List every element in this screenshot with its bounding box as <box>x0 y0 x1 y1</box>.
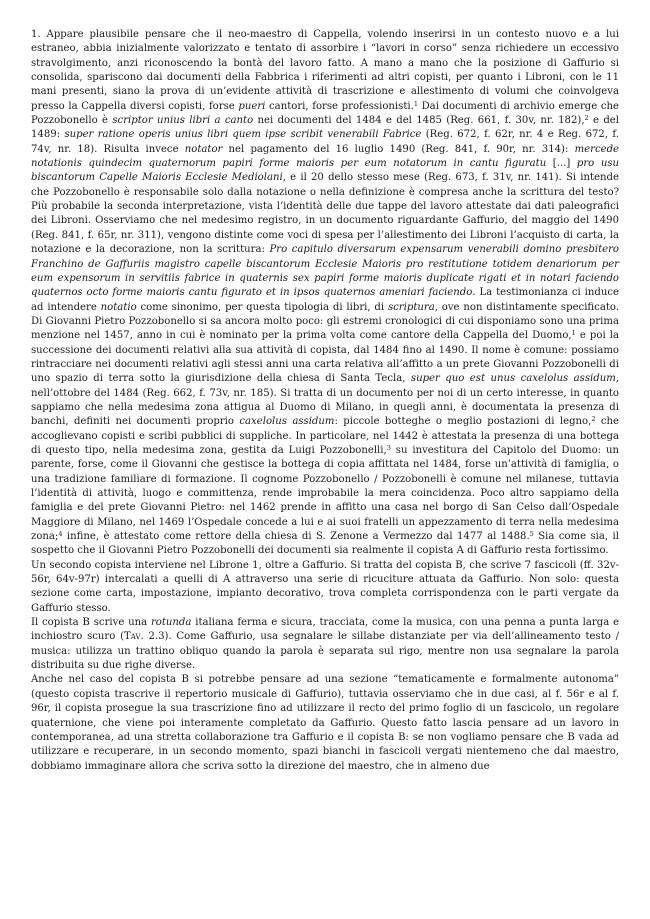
text-run: nel pagamento del 16 luglio 1490 (Reg. 841, f. 90r, nr. 314): <box>222 143 575 155</box>
body-text <box>31 28 619 774</box>
italic-text: pro usu biscantorum Capelle Maioris Ecclesie Mediolani <box>31 158 619 184</box>
footnote-ref: 1 <box>571 329 576 338</box>
text-run: su investitura del Capitolo del Duomo: un parente, forse, come il Giovanni che gestisce la bottega di copia affittata nel 1484, forse un’attività di famiglia, o una tradizione familiare di formazione. Il cognome Pozzobonello / Pozzobonelli è comune nel milanese, tuttavia l’identità di attività, luogo e committenza, rende improbabile la mera coincidenza. Poco altro sappiamo della famiglia e del prete Giovanni Pietro: nel 1462 prende in affitto una casa nel borgo di San Celso dall’Ospedale Maggiore di Milano, nel 1469 l’Ospedale concede a lui e ai suoi fratelli un appezzamento di terra nella medesima zona; <box>31 444 620 543</box>
text-run: Un secondo copista interviene nel Librone 1, oltre a Gaffurio. Si tratta del copista B, che scrive 7 fascicoli (ff. 32v-56r, 64v-97r) intercalati a quelli di A attraverso una serie di ricuciture attuata da Gaffurio. Non solo: questa sezione come carta, impostazione, impianto decorativo, trova completa corrispondenza con le parti vergate da Gaffurio stesso. <box>31 559 619 614</box>
text-run: ). Come Gaffurio, usa segnalare le sillabe distanziate per via dell’allineamento testo / musica: utilizza un trattino obliquo quando la parola è separata sul rigo, mentre non usa segnalare la parola distribuita su due righe diverse. <box>31 631 619 672</box>
footnote-ref: 4 <box>58 530 63 539</box>
text-run: , ove non distintamente specificato. Di Giovanni Pietro Pozzobonello si sa ancora molto poco: gli estremi cronologici di cui disponiamo sono una prima menzione nel 1457, anno in cui è nominato per la prima volta come cantore della Cappella del Duomo, <box>31 301 619 342</box>
paragraph-copista-b-collaboration <box>31 673 619 773</box>
paragraph-copista-b-script <box>31 616 619 673</box>
text-run: cantori, forse professionisti. <box>265 100 414 112</box>
text-run: nei documenti del 1484 e del 1485 (Reg. 661, f. 30v, nr. 182), <box>253 115 585 127</box>
text-run: : piccole botteghe o meglio postazioni di legno, <box>334 416 592 428</box>
italic-text: rotunda <box>150 617 192 629</box>
italic-text: super ratione operis unius libri quem ipse scribit venerabili Fabrice <box>64 129 422 141</box>
footnote-ref: 2 <box>591 415 596 424</box>
italic-text: scriptura <box>387 301 435 313</box>
text-run: come sinonimo, per questa tipologia di libri, di <box>136 301 388 313</box>
italic-text: super quo est unus caxelolus assidum <box>410 373 616 385</box>
footnote-ref: 2 <box>584 114 589 123</box>
text-run: , nell’ottobre del 1484 (Reg. 662, f. 73v, nr. 185). Si tratta di un documento per noi di un certo interesse, in quanto sappiamo che nella medesima zona attigua al Duomo di Milano, in quegli anni, è documentata la presenza di banchi, definiti nei documenti proprio <box>31 373 620 428</box>
italic-text: notator <box>184 143 223 155</box>
italic-text: Pro capitulo diversarum expensarum venerabili domino presbitero Franchino de Gaffuriis magistro capelle biscantorum Ecclesie Maioris pro restitutione totidem denariorum per eum expensorum in servitiis fabrice in quaternis sex papiri forme maioris duplicate rigati et in notari faciendo quaternos octo forme maioris cantu figurato et in ipsos quaternos ameniari faciendo <box>31 244 620 299</box>
text-run: Tav. 2.3 <box>124 631 165 643</box>
italic-text: scriptor unius libri a canto <box>112 115 254 127</box>
text-run: (Reg. 672, f. 62r, nr. 4 e Reg. 672, f. 74v, nr. 18). Risulta invece <box>31 129 619 155</box>
text-run: infine, è attestato come rettore della chiesa di S. Zenone a Vermezzo dal 1477 al 1488. <box>62 531 530 543</box>
text-run: Il copista B scrive una <box>31 617 151 629</box>
text-run: , e il 20 dello stesso mese (Reg. 673, f. 31v, nr. 141). Si intende che Pozzobonello è responsabile solo dalla notazione o nella definizione è compresa anche la scrittura del testo? Più probabile la seconda interpretazione, vista l’identità delle due tappe del lavoro attestate dai dati paleografici dei Libroni. Osserviamo che nel medesimo registro, in un documento riguardante Gaffurio, del maggio del 1490 (Reg. 841, f. 65r, nr. 311), vengono distinte come voci di spesa per l’allestimento dei Libroni l’acquisto di carta, la notazione e la decorazione, non la scrittura: <box>31 172 619 256</box>
text-run: 1. Appare plausibile pensare che il neo-maestro di Cappella, volendo inserirsi in un contesto nuovo e a lui estraneo, abbia inizialmente valorizzato e tentato di assorbire i “lavori in corso” senza richiedere un eccessivo stravolgimento, anzi riconoscendo la bontà del lavoro fatto. A mano a mano che la posizione di Gaffurio si consolida, spariscono dai documenti della Fabbrica i riferimenti ad altri copisti, per quanto i Libroni, con le 11 mani presenti, siano la prova di un’evidente attività di trascrizione e allestimento di volumi che coinvolgeva presso la Cappella diversi copisti, forse <box>31 29 619 112</box>
text-run: [...] <box>546 158 577 170</box>
footnote-ref: 5 <box>529 530 534 539</box>
text-run: italiana ferma e sicura, tracciata, come la musica, con una penna a punta larga e inchiostro scuro ( <box>31 617 619 643</box>
text-run: che accoglievano copisti e scribi pubblici di suppliche. In particolare, nel 1442 è attestata la presenza di una bottega di questo tipo, nella medesima zona, gestita da Luigi Pozzobonelli, <box>31 416 619 456</box>
italic-text: caxelolus assidum <box>239 416 335 428</box>
italic-text: mercede notationis quindecim quaternorum papiri forme maioris per eum notatorum in cantu figuratu <box>31 143 620 170</box>
text-run: e poi la successione dei documenti relativi alla sua attività di copista, dal 1484 fino al 1490. Il nome è comune: possiamo rintracciare nei documenti relativi agli stessi anni una carta relativa all’affitto a un prete Giovanni Pozzobonelli di uno spazio di terra sotto la giurisdizione della chiesa di Santa Tecla, <box>31 330 619 385</box>
footnote-ref: 3 <box>386 443 391 452</box>
text-run: Anche nel caso del copista B si potrebbe pensare ad una sezione “tematicamente e formalmente autonoma” (questo copista trascrive il repertorio musicale di Gaffurio), tuttavia osserviamo che in due casi, al f. 56r e al f. 96r, il copista prosegue la sua trascrizione fino ad utilizzare il recto del primo foglio di un fascicolo, un regolare quaternione, che viene poi interamente completato da Gaffurio. Questo fatto lascia pensare ad un lavoro in contemporanea, ad una stretta collaborazione tra Gaffurio e il copista B: se non vogliamo pensare che B vada ad utilizzare e recuperare, in un secondo momento, spazi bianchi in fascicoli vergati nientemeno che dal maestro, dobbiamo immaginare allora che scriva sotto la direzione del maestro, che in almeno due <box>31 674 619 772</box>
text-run: e del 1489: <box>31 115 619 141</box>
italic-text: notatio <box>100 301 137 313</box>
paragraph-copista-b-intro <box>31 559 619 616</box>
text-run: Dai documenti di archivio emerge che Pozzobonello è <box>31 100 619 127</box>
text-run: Sia come sia, il sospetto che il Giovanni Pietro Pozzobonelli dei documenti sia realmente il copista A di Gaffurio resta fortissimo. <box>31 531 619 557</box>
footnote-ref: 1 <box>413 99 418 108</box>
paragraph-pozzobonello <box>31 28 619 559</box>
italic-text: pueri <box>238 100 266 112</box>
text-run: . La testimonianza ci induce ad intendere <box>31 287 619 313</box>
